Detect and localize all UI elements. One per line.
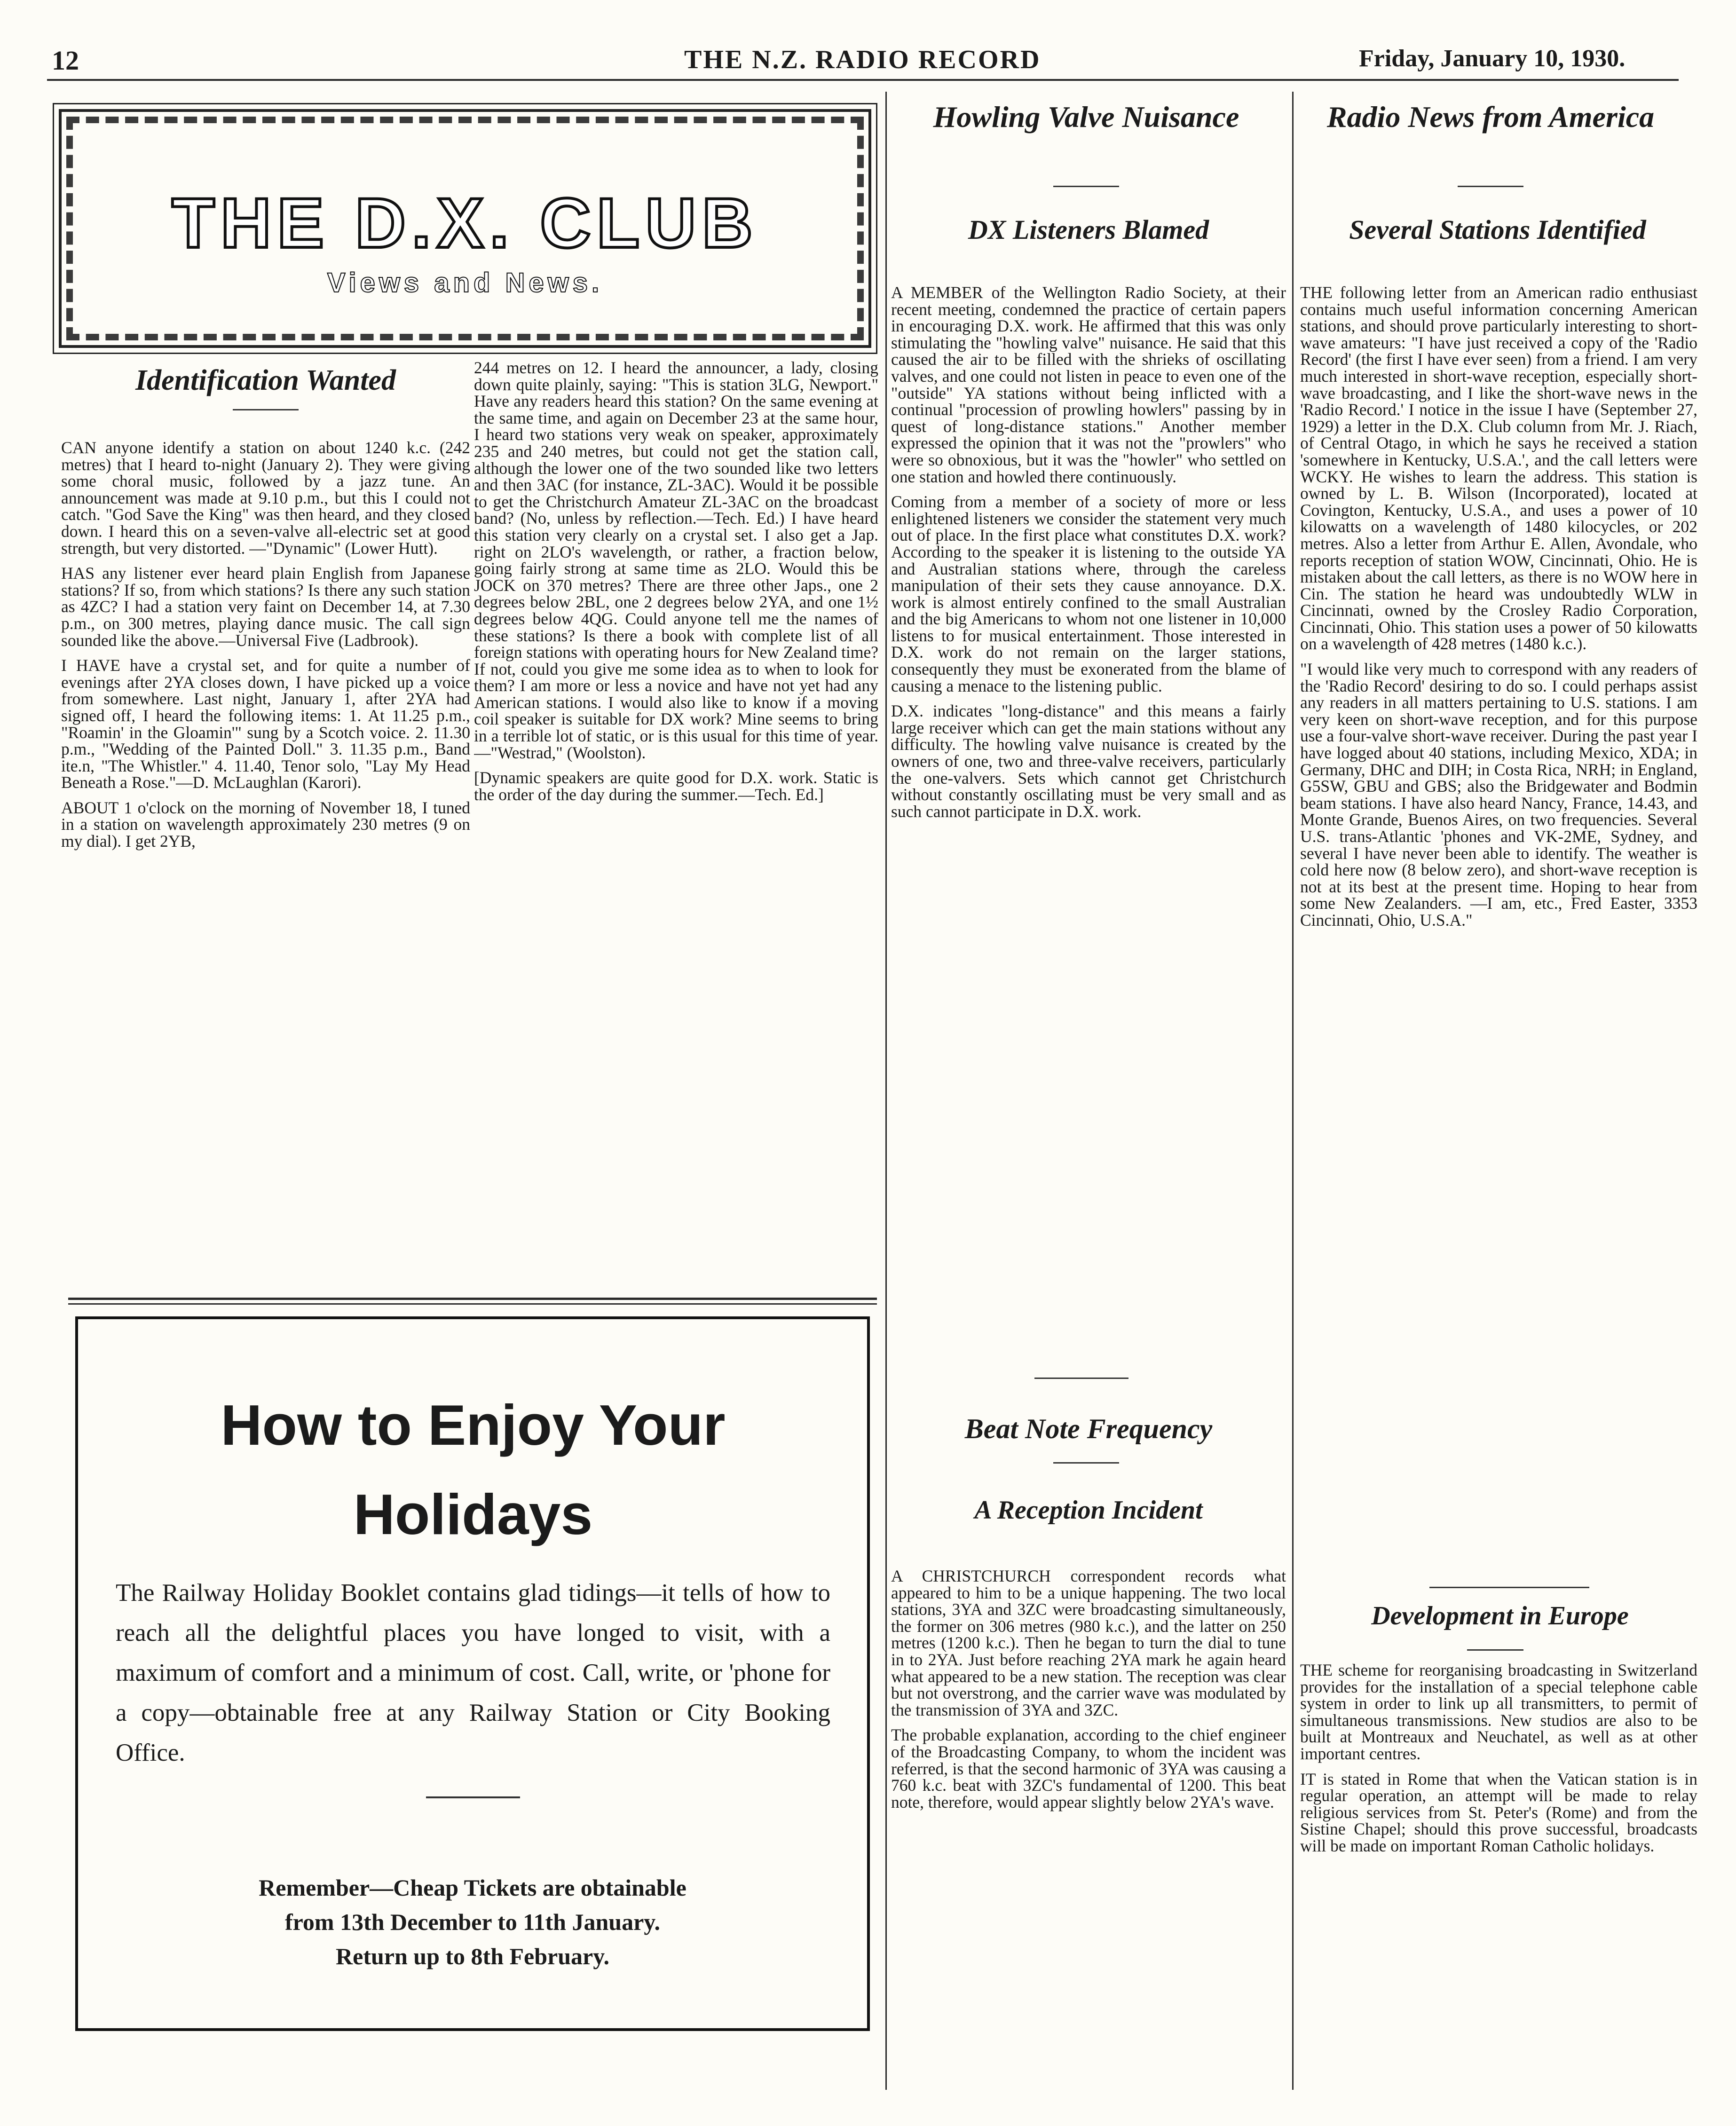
advert-footer-line-2: from 13th December to 11th January. <box>284 1909 661 1935</box>
identification-letter-1: CAN anyone identify a station on about 1240 k.c. (242 metres) that I heard to-night (January 2). They were giving some choral music, followed by a jazz tune. An announcement was made at 9.10 p.m., but this I could not catch. "God Save the King" was then heard, and they closed down. I heard this on a seven-valve all-electric set at good strength, but very distorted. —"Dynamic" (Lower Hutt). <box>61 440 470 558</box>
identification-letter-4-continued: 244 metres on 12. I heard the announcer, a lady, closing down quite plainly, saying: "This is station 3LG, Newport." Have any readers heard this station? On the same evening at the same time, and again on December 23 at the same hour, I heard two stations very weak on speaker, approximately 235 and 240 metres, but could not get the station call, although the lower one of the two sounded like two letters and then 3AC (for instance, ZL-3AC). Would it be possible to get the Christchurch Amateur ZL-3AC on the broadcast band? (No, unless by reflection.—Tech. Ed.) I have heard this station very clearly on a crystal set. I also get a Jap. right on 2LO's wavelength, or rather, a fraction below, going fairly strong at same time as 2LO. Would this be JOCK on 370 metres? There are three other Japs., one 2 degrees below 2BL, one 2 degrees below 2YA, and one 1½ degrees below 4QG. Could anyone tell me the names of these stations? Is there a book with complete list of all foreign stations with operating hours for New Zealand time? If not, could you give me some idea as to when to look for them? I am more or less a novice and have not yet had any American stations. I would also like to know if a moving coil speaker is suitable for DX work? Mine seems to bring in a terrible lot of static, or is this usual for this time of year.—"Westrad," (Woolston). <box>474 360 878 762</box>
america-heading: Radio News from America <box>1326 100 1655 134</box>
america-heading-rule <box>1458 186 1523 187</box>
technical-editor-note: [Dynamic speakers are quite good for D.X. work. Static is the order of the day during the summer.—Tech. Ed.] <box>474 768 878 804</box>
howling-heading: Howling Valve Nuisance <box>933 100 1239 134</box>
identification-column-1 <box>61 440 470 1276</box>
europe-paragraph-2: IT is stated in Rome that when the Vatican station is in regular operation, an attempt will be made to relay religious services from St. Peter's (Rome) and from the Sistine Chapel; should this prove successful, broadcasts will be made on important Roman Catholic holidays. <box>1300 1769 1697 1855</box>
howling-subheading: DX Listeners Blamed <box>968 214 1209 245</box>
page-number: 12 <box>52 45 79 76</box>
advert-footer-line-1: Remember—Cheap Tickets are obtainable <box>259 1874 687 1901</box>
identification-heading-rule <box>233 409 299 410</box>
identification-heading: Identification Wanted <box>135 364 396 396</box>
dx-club-subtitle: Views and News. <box>327 268 603 298</box>
howling-body <box>891 284 1286 1375</box>
europe-top-rule <box>1429 1587 1589 1588</box>
beat-subheading: A Reception Incident <box>974 1496 1203 1525</box>
dx-club-banner <box>59 109 871 348</box>
america-paragraph-2: "I would like very much to correspond with any readers of the 'Radio Record' desiring to do so. I could perhaps assist any readers in all matters pertaining to U.S. stations. I am very keen on short-wave reception, and for this purpose use a four-valve short-wave receiver. During the past year I have logged about 40 stations, including Mexico, XDA; in Germany, DHC and DIH; in Costa Rica, NRH; in England, G5SW, GBU and GBS; also the Bridgewater and Bodmin beam stations. I have also heard Nancy, France, 14.43, and Monte Grande, Buenos Aires, on two frequencies. Several U.S. trans-Atlantic 'phones and VK-2ME, Sydney, and several I have never been able to identify. The weather is cold here now (8 below zero), and short-wave reception is not at its best at the present time. Hoping to hear from some New Zealanders. —I am, etc., Fred Easter, 3353 Cincinnati, Ohio, U.S.A." <box>1300 660 1697 929</box>
america-body <box>1300 284 1697 1596</box>
europe-heading-rule <box>1467 1649 1523 1651</box>
advert-top-rule-2 <box>68 1303 877 1305</box>
america-subheading: Several Stations Identified <box>1349 214 1646 245</box>
europe-body <box>1300 1662 1697 2085</box>
howling-paragraph-3: D.X. indicates "long-distance" and this means a fairly large receiver which can get the main stations without any difficulty. The howling valve nuisance is created by the owners of one, two and three-valve receivers, particularly the one-valvers. Sets which cannot get Christchurch without constantly oscillating must be very small and as such cannot participate in D.X. work. <box>891 701 1286 821</box>
beat-paragraph-1: A CHRISTCHURCH correspondent records what appeared to him to be a unique happening. The two local stations, 3YA and 3ZC were broadcasting simultaneously, the former on 306 metres (980 k.c.), and the latter on 250 metres (1200 k.c.). Then he began to turn the dial to tune in to 2YA. Just before reaching 2YA mark he again heard what appeared to be a new station. The reception was clear but not overstrong, and the carrier wave was modulated by the transmission of 3YA and 3ZC. <box>891 1568 1286 1719</box>
america-paragraph-1: THE following letter from an American radio enthusiast contains much useful information concerning American stations, and should prove particularly interesting to short-wave amateurs: "I have just received a copy of the 'Radio Record' (the first I have ever seen) from a friend. I am very much interested in short-wave reception, especially short-wave broadcasting, and I like the short-wave news in the 'Radio Record.' I notice in the issue I have (September 27, 1929) a letter in the D.X. Club column from Mr. J. Riach, of Central Otago, in which he says he received a station 'somewhere in Kentucky, U.S.A.', and the call letters were WCKY. He wishes to learn the address. This station is owned by L. B. Wilson (Incorporated), located at Covington, Kentucky, U.S.A., and uses a power of 10 kilowatts on a wavelength of 1480 kilocycles, or 202 metres. Also a letter from Arthur E. Allen, Avondale, who reports reception of station WOW, Cincinnati, Ohio. He is mistaken about the call letters, as there is no WOW here in Cin. The station he heard was undoubtedly WLW in Cincinnati, owned by the Crosley Radio Corporation, Cincinnati, Ohio. This station uses a power of 50 kilowatts on a wavelength of 428 metres (1480 k.c.). <box>1300 284 1697 654</box>
howling-paragraph-1: A MEMBER of the Wellington Radio Society, at their recent meeting, condemned the practice of certain papers in encouraging D.X. work. He affirmed that this was only stimulating the "howling valve" nuisance. He said that this caused the air to be filled with the shrieks of oscillating valves, and one could not listen in peace to even one of the "outside" YA stations without being inflicted with a continual "procession of prowling howlers" passing by in quest of long-distance stations." Another member expressed the opinion that it was not the "prowlers" who were so obnoxious, but it was the "howler" who settled on one station and howled there continuously. <box>891 284 1286 486</box>
issue-date: Friday, January 10, 1930. <box>1359 45 1626 72</box>
railway-advertisement <box>75 1316 870 2031</box>
masthead-rule <box>47 79 1679 81</box>
identification-letter-4: ABOUT 1 o'clock on the morning of November 18, I tuned in a station on wavelength approximately 230 metres (9 on my dial). I get 2YB, <box>61 798 470 851</box>
beat-paragraph-2: The probable explanation, according to the chief engineer of the Broadcasting Company, to whom the incident was referred, is that the second harmonic of 3YA was causing a 760 k.c. beat with 3ZC's fundamental of 1200. This beat note, therefore, would appear slightly below 2YA's wave. <box>891 1725 1286 1811</box>
identification-column-2 <box>474 360 878 1276</box>
advert-body: The Railway Holiday Booklet contains glad tidings—it tells of how to reach all the delightful places you have longed to visit, with a maximum of comfort and a minimum of cost. Call, write, or 'phone for a copy—obtainable free at any Railway Station or City Booking Office. <box>116 1579 830 1766</box>
beat-body <box>891 1568 1286 2085</box>
europe-paragraph-1: THE scheme for reorganising broadcasting in Switzerland provides for the installation of a special telephone cable system in order to link up all transmitters, to permit of simultaneous transmissions. New studios are also to be built at Montreaux and Neuchatel, as well as at other important centres. <box>1300 1662 1697 1763</box>
dx-club-title: THE D.X. CLUB <box>172 183 758 262</box>
advert-divider <box>426 1796 520 1798</box>
beat-heading-rule <box>1053 1462 1119 1464</box>
column-rule-2 <box>1292 92 1294 2090</box>
howling-paragraph-2: Coming from a member of a society of more or less enlightened listeners we consider the statement very much out of place. In the first place what constitutes D.X. work? According to the speaker it is listening to the outside YA and Australian stations where, through the careless manipulation of their sets they cause annoyance. D.X. work is almost entirely confined to the small Australian and the big Americans to whom not one listener in 10,000 listens to for musical entertainment. Those interested in D.X. work do not remain on the larger stations, consequently they must be exonerated from the blame of causing a menace to the listening public. <box>891 492 1286 695</box>
advert-title: How to Enjoy Your Holidays <box>221 1393 726 1546</box>
identification-letter-2: HAS any listener ever heard plain English from Japanese stations? If so, from which stations? Is there any such station as 4ZC? I had a station very faint on December 14, at 7.30 p.m., on 300 metres, playing dance music. The call sign sounded like the above.—Universal Five (Ladbrook). <box>61 564 470 650</box>
howling-heading-rule <box>1053 186 1119 187</box>
beat-heading: Beat Note Frequency <box>964 1413 1213 1444</box>
column-rule-1 <box>885 92 887 2090</box>
publication-title: THE N.Z. RADIO RECORD <box>684 45 1041 74</box>
identification-letter-3: I HAVE have a crystal set, and for quite a number of evenings after 2YA closes down, I have picked up a voice from somewhere. Last night, January 1, after 2YA had signed off, I heard the following items: 1. At 11.25 p.m., "Roamin' in the Gloamin'" sung by a Scotch voice. 2. 11.30 p.m., "Wedding of the Painted Doll." 3. 11.35 p.m., Band ite.n, "The Whistler." 4. 11.40, Tenor solo, "Lay My Head Beneath a Rose."—D. McLaughlan (Karori). <box>61 656 470 792</box>
advert-top-rule <box>68 1298 877 1300</box>
beat-top-rule <box>1034 1378 1128 1379</box>
europe-heading: Development in Europe <box>1371 1601 1629 1630</box>
advert-footer-line-3: Return up to 8th February. <box>336 1943 609 1969</box>
